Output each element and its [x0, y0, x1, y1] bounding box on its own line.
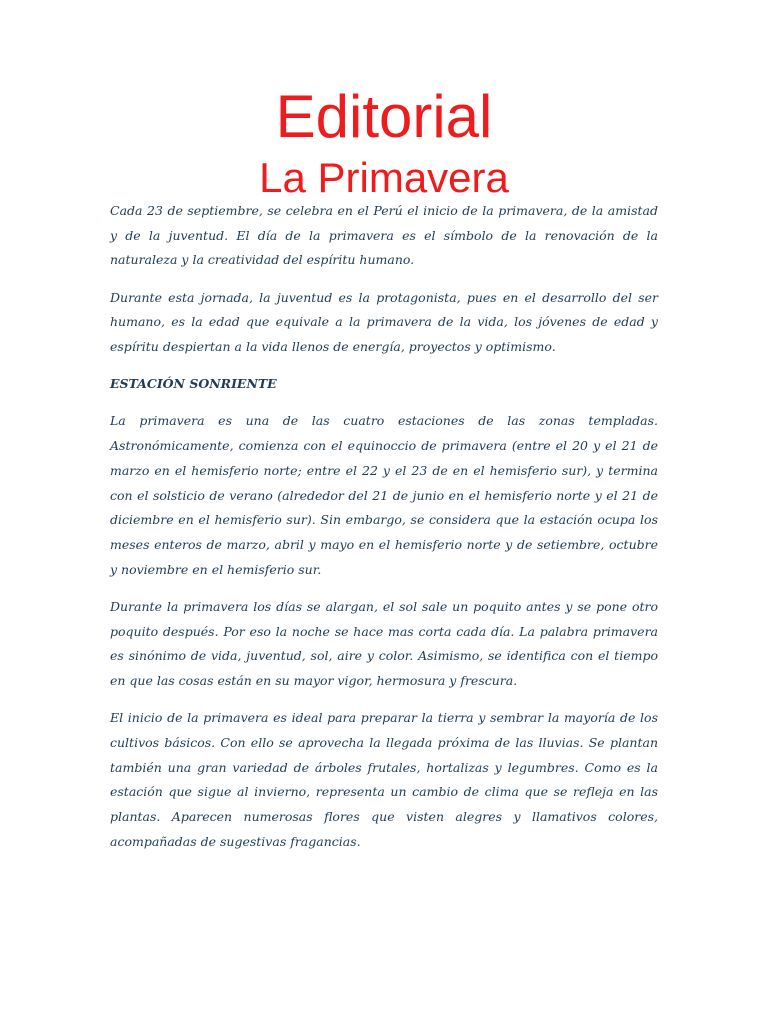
paragraph-intro-2: Durante esta jornada, la juventud es la protagonista, pues en el desarrollo del ser humano, es la edad que equivale a la primavera de la vida, los jóvenes de edad y espíritu despiertan a la vida llenos de energía, proyectos y optimismo. — [110, 289, 658, 355]
section-heading: ESTACIÓN SONRIENTE — [110, 376, 277, 392]
document-subtitle: La Primavera — [259, 154, 509, 201]
paragraph-section-3: El inicio de la primavera es ideal para preparar la tierra y sembrar la mayoría de los cultivos básicos. Con ello se aprovecha la llegada próxima de las lluvias. Se plantan también una gran variedad de árboles frutales, hortalizas y legumbres. Como es la estación que sigue al invierno, representa un cambio de clima que se refleja en las plantas. Aparecen numerosas flores que visten alegres y llamativos colores, acompañadas de sugestivas fragancias. — [110, 710, 658, 849]
paragraph-section-1: La primavera es una de las cuatro estaciones de las zonas templadas. Astronómicamente, comienza con el equinoccio de primavera (entre el 20 y el 21 de marzo en el hemisferio norte; entre el 22 y el 23 de en el hemisferio sur), y termina con el solsticio de verano (alrededor del 21 de junio en el hemisferio norte y el 21 de diciembre en el hemisferio sur). Sin embargo, se considera que la estación ocupa los meses enteros de marzo, abril y mayo en el hemisferio norte y de setiembre, octubre y noviembre en el hemisferio sur. — [110, 413, 658, 577]
document-title: Editorial — [275, 83, 493, 150]
paragraph-section-2: Durante la primavera los días se alargan, el sol sale un poquito antes y se pone otro poquito después. Por eso la noche se hace mas corta cada día. La palabra primavera es sinónimo de vida, juventud, sol, aire y color. Asimismo, se identifica con el tiempo en que las cosas están en su mayor vigor, hermosura y frescura. — [110, 598, 658, 688]
document-body — [110, 199, 658, 867]
paragraph-intro-1: Cada 23 de septiembre, se celebra en el Perú el inicio de la primavera, de la amistad y de la juventud. El día de la primavera es el símbolo de la renovación de la naturaleza y la creatividad del espíritu humano. — [110, 203, 658, 268]
